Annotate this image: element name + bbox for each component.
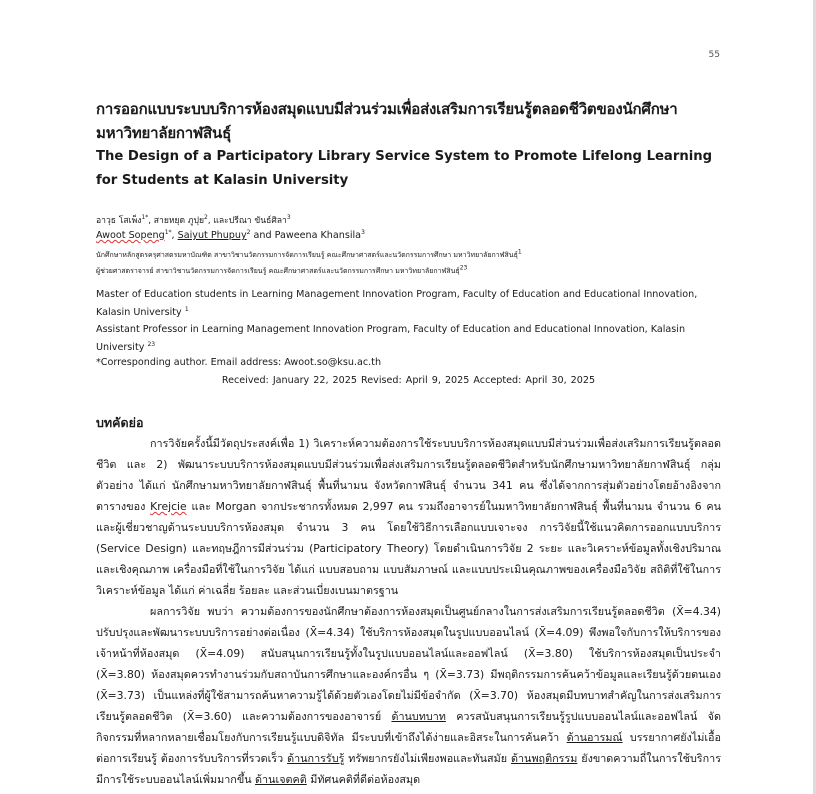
affiliation-thai-1-sup: 1 [517, 248, 522, 256]
p2-text-d: ทรัพยากรยังไม่เพียงพอและทันสมัย [344, 752, 511, 765]
author-1-en: Awoot Sopeng [96, 230, 165, 241]
author-sep-1-th: , [148, 216, 154, 226]
title-thai: การออกแบบระบบบริการห้องสมุดแบบมีส่วนร่วมเพื่อส่งเสริมการเรียนรู้ตลอดชีวิตของนักศึกษามหาวิทยาลัยกาฬสินธุ์ [96, 100, 678, 142]
p2-text-f: มีทัศนคติที่ดีต่อห้องสมุด [306, 773, 421, 786]
author-1-th-sup: 1* [141, 214, 149, 222]
p2-underlined-4: ด้านพฤติกรรม [510, 752, 578, 765]
p2-text-e: ยังขาดความถี่ในการใช้บริการ มีการใช้ระบบออนไลน์เพิ่มมากขึ้น [96, 752, 721, 786]
affiliation-thai-2-text: ผู้ช่วยศาสตราจารย์ สาขาวิชานวัตกรรมการจัดการเรียนรู้ คณะศึกษาศาสตร์และนวัตกรรมการศึกษา มหาวิทยาลัยกาฬสินธุ์ [96, 267, 460, 275]
author-2-en-sup: 2 [246, 228, 251, 236]
title-english: The Design of a Participatory Library Service System to Promote Lifelong Learning for Students at Kalasin University [96, 149, 713, 188]
author-3-th: , และปรีณา ขันธ์ศิลา [207, 216, 287, 226]
author-sep-1-en: , [171, 230, 178, 241]
p2-underlined-3: ด้านการรับรู้ [287, 752, 345, 765]
author-3-th-sup: 3 [286, 214, 291, 222]
affiliation-english-2 [96, 321, 721, 356]
p1-krejcie: Krejcie [150, 500, 187, 513]
affiliation-thai-1 [96, 250, 721, 261]
affiliation-english-1-sup: 1 [184, 305, 189, 313]
affiliation-english-1 [96, 286, 721, 321]
p2-underlined-5: ด้านเจตคติ [255, 773, 307, 786]
submission-dates: Received: January 22, 2025 Revised: April 9, 2025 Accepted: April 30, 2025 [221, 375, 596, 386]
affiliation-thai-1-text: นักศึกษาหลักสูตรครุศาสตรมหาบัณฑิต สาขาวิชานวัตกรรมการจัดการเรียนรู้ คณะศึกษาศาสตร์และนวัตกรรมการศึกษา มหาวิทยาลัยกาฬสินธุ์ [96, 251, 518, 259]
p2-text-a: ผลการวิจัย พบว่า ความต้องการของนักศึกษาต้องการห้องสมุดเป็นศูนย์กลางในการส่งเสริมการเรียนรู้ตลอดชีวิต (X̄=4.34) ปรับปรุงและพัฒนาระบบบริการอย่างต่อเนื่อง (X̄=4.34) ใช้บริการห้องสมุดในรูปแบบออนไลน์ (X̄=4.09) พึงพอใจกับการให้บริการของเจ้าหน้าที่ห้องสมุด (X̄=4.09) สนับสนุนการเรียนรู้ทั้งในรูปแบบออนไลน์และออฟไลน์ (X̄=3.80) ใช้บริการห้องสมุดเป็นประจำ (X̄=3.80) ห้องสมุดควรทำงานร่วมกับสถาบันการศึกษาและองค์กรอื่น ๆ (X̄=3.73) มีพฤติกรรมการค้นคว้าข้อมูลและเรียนรู้ด้วยตนเอง (X̄=3.73) เป็นแหล่งที่ผู้ใช้สามารถค้นหาความรู้ได้ด้วยตัวเองโดยไม่มีข้อจำกัด (X̄=3.70) ห้องสมุดมีบทบาทสำคัญในการส่งเสริมการเรียนรู้ตลอดชีวิต (X̄=3.60) และความต้องการของอาจารย์ [96, 605, 721, 723]
affiliation-english-2-sup: 23 [147, 340, 156, 348]
author-3-en-sup: 3 [361, 228, 365, 236]
p1-text-a: การวิจัยครั้งนี้มีวัตถุประสงค์เพื่อ 1) วิเคราะห์ความต้องการใช้ระบบบริการห้องสมุดแบบมีส่วนร่วมเพื่อส่งเสริมการเรียนรู้ตลอดชีวิต และ 2) พัฒนาระบบบริการห้องสมุดแบบมีส่วนร่วมเพื่อส่งเสริมการเรียนรู้ตลอดชีวิตสำหรับนักศึกษามหาวิทยาลัยกาฬสินธุ์ กลุ่มตัวอย่าง ได้แก่ นักศึกษามหาวิทยาลัยกาฬสินธุ์ พื้นที่นามน จังหวัดกาฬสินธุ์ จำนวน 341 คน ซึ่งได้จากการสุ่มตัวอย่างโดยอ้างอิงจากตารางของ [96, 437, 721, 513]
p2-text-c: บรรยากาศยังไม่เอื้อต่อการเรียนรู้ ต้องการรับบริการที่รวดเร็ว [96, 731, 721, 765]
abstract-heading: บทคัดย่อ [96, 415, 144, 430]
abstract-paragraph-1 [96, 433, 721, 601]
p1-text-b: และ Morgan จากประชากรทั้งหมด 2,997 คน รวมถึงอาจารย์ในมหาวิทยาลัยกาฬสินธุ์ พื้นที่นามน จำนวน 6 คน และผู้เชี่ยวชาญด้านระบบบริการห้องสมุด จำนวน 3 คน โดยใช้วิธีการเลือกแบบเจาะจง การวิจัยนี้ใช้แนวคิดการออกแบบบริการ (Service Design) และทฤษฎีการมีส่วนร่วม (Participatory Theory) โดยดำเนินการวิจัย 2 ระยะ และวิเคราะห์ข้อมูลทั้งเชิงปริมาณและเชิงคุณภาพ เครื่องมือที่ใช้ในการวิจัย ได้แก่ แบบสอบถาม แบบสัมภาษณ์ และแบบประเมินคุณภาพของเครื่องมือวิจัย สถิติที่ใช้ในการวิเคราะห์ข้อมูล ได้แก่ ค่าเฉลี่ย ร้อยละ และส่วนเบี่ยงเบนมาตรฐาน [96, 500, 722, 597]
author-2-en: Saiyut Phupuy [177, 230, 247, 241]
p2-text-b: ควรสนับสนุนการเรียนรู้รูปแบบออนไลน์และออฟไลน์ จัดกิจกรรมที่หลากหลายเชื่อมโยงกับการเรียนรู้แบบดิจิทัล มีระบบที่เข้าถึงได้ง่ายและอิสระในการค้นคว้า [96, 710, 721, 744]
p2-underlined-1: ด้านบทบาท [391, 710, 446, 723]
affiliation-english-1-text: Master of Education students in Learning Management Innovation Program, Faculty of Education and Educational Innovation, Kalasin University [96, 289, 698, 318]
affiliation-thai-2-sup: 23 [459, 264, 468, 272]
author-2-th: สายหยุด ภูปุย [153, 216, 205, 226]
affiliation-english-2-text: Assistant Professor in Learning Management Innovation Program, Faculty of Education and Educational Innovation, Kalasin University [96, 324, 686, 353]
authors-english [96, 230, 721, 241]
author-3-en: and Paweena Khansila [250, 230, 362, 241]
page-number: 55 [708, 50, 720, 60]
p2-underlined-2: ด้านอารมณ์ [566, 731, 623, 744]
affiliation-thai-2 [96, 266, 721, 277]
author-1-en-sup: 1* [164, 228, 172, 236]
author-2-th-sup: 2 [204, 214, 208, 222]
authors-thai [96, 213, 721, 227]
abstract-paragraph-2 [96, 601, 721, 790]
author-1-th: อาวุธ โสเพ็ง [96, 216, 142, 226]
corresponding-author: *Corresponding author. Email address: Awoot.so@ksu.ac.th [96, 357, 382, 368]
abstract-body [96, 433, 721, 790]
